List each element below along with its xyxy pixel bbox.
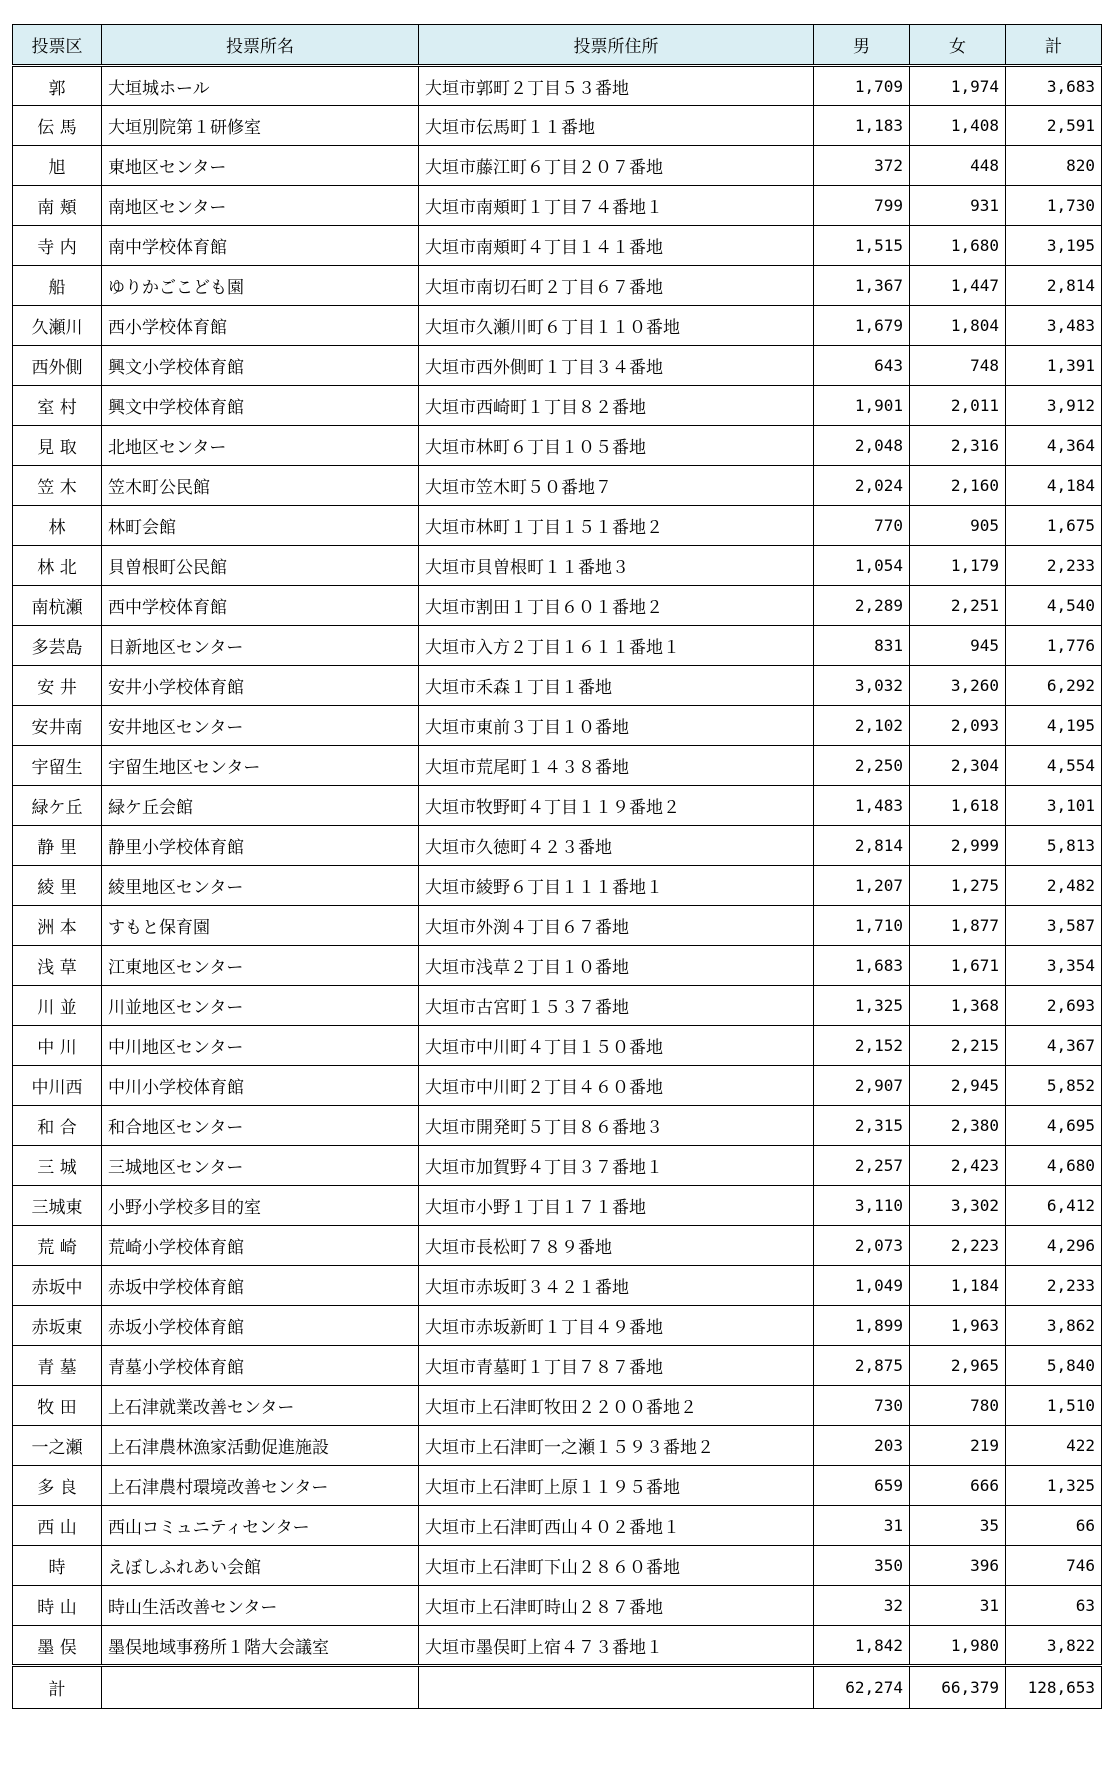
cell-district: 西 山 bbox=[13, 1506, 102, 1546]
cell-total: 3,101 bbox=[1006, 786, 1102, 826]
cell-district: 多 良 bbox=[13, 1466, 102, 1506]
cell-district: 見 取 bbox=[13, 426, 102, 466]
cell-station-name: 緑ケ丘会館 bbox=[102, 786, 419, 826]
cell-station-address: 大垣市長松町７８９番地 bbox=[419, 1226, 814, 1266]
table-row bbox=[13, 506, 1102, 546]
table-row bbox=[13, 946, 1102, 986]
cell-male: 1,679 bbox=[814, 306, 910, 346]
cell-station-name: すもと保育園 bbox=[102, 906, 419, 946]
table-row bbox=[13, 1186, 1102, 1226]
table-row bbox=[13, 906, 1102, 946]
cell-female: 931 bbox=[910, 186, 1006, 226]
cell-station-address: 大垣市林町６丁目１０５番地 bbox=[419, 426, 814, 466]
cell-district: 伝 馬 bbox=[13, 106, 102, 146]
cell-district: 西外側 bbox=[13, 346, 102, 386]
cell-total: 1,776 bbox=[1006, 626, 1102, 666]
table-row bbox=[13, 746, 1102, 786]
cell-male: 1,899 bbox=[814, 1306, 910, 1346]
cell-male: 1,207 bbox=[814, 866, 910, 906]
cell-total: 422 bbox=[1006, 1426, 1102, 1466]
totals-label: 計 bbox=[13, 1666, 102, 1709]
cell-station-address: 大垣市南頬町４丁目１４１番地 bbox=[419, 226, 814, 266]
cell-male: 1,054 bbox=[814, 546, 910, 586]
table-row bbox=[13, 306, 1102, 346]
cell-female: 2,380 bbox=[910, 1106, 1006, 1146]
cell-total: 4,540 bbox=[1006, 586, 1102, 626]
cell-station-name: 興文中学校体育館 bbox=[102, 386, 419, 426]
cell-male: 2,048 bbox=[814, 426, 910, 466]
cell-station-name: 三城地区センター bbox=[102, 1146, 419, 1186]
cell-station-address: 大垣市中川町４丁目１５０番地 bbox=[419, 1026, 814, 1066]
table-row bbox=[13, 466, 1102, 506]
cell-male: 1,901 bbox=[814, 386, 910, 426]
cell-female: 1,368 bbox=[910, 986, 1006, 1026]
cell-total: 2,591 bbox=[1006, 106, 1102, 146]
table-body bbox=[13, 66, 1102, 1666]
table-row bbox=[13, 1346, 1102, 1386]
cell-district: 赤坂中 bbox=[13, 1266, 102, 1306]
cell-station-name: 西中学校体育館 bbox=[102, 586, 419, 626]
cell-total: 3,354 bbox=[1006, 946, 1102, 986]
cell-station-name: 上石津農村環境改善センター bbox=[102, 1466, 419, 1506]
cell-total: 3,195 bbox=[1006, 226, 1102, 266]
cell-station-name: 荒崎小学校体育館 bbox=[102, 1226, 419, 1266]
cell-female: 1,184 bbox=[910, 1266, 1006, 1306]
cell-station-address: 大垣市荒尾町１４３８番地 bbox=[419, 746, 814, 786]
cell-station-address: 大垣市加賀野４丁目３７番地１ bbox=[419, 1146, 814, 1186]
table-row bbox=[13, 186, 1102, 226]
table-row bbox=[13, 706, 1102, 746]
cell-district: 一之瀬 bbox=[13, 1426, 102, 1466]
cell-male: 1,710 bbox=[814, 906, 910, 946]
cell-district: 林 北 bbox=[13, 546, 102, 586]
cell-station-address: 大垣市上石津町牧田２２００番地２ bbox=[419, 1386, 814, 1426]
cell-station-name: 貝曽根町公民館 bbox=[102, 546, 419, 586]
cell-district: 安井南 bbox=[13, 706, 102, 746]
cell-male: 2,024 bbox=[814, 466, 910, 506]
cell-total: 6,412 bbox=[1006, 1186, 1102, 1226]
cell-station-name: えぼしふれあい会館 bbox=[102, 1546, 419, 1586]
cell-station-name: 興文小学校体育館 bbox=[102, 346, 419, 386]
cell-station-address: 大垣市割田１丁目６０１番地２ bbox=[419, 586, 814, 626]
cell-station-address: 大垣市南切石町２丁目６７番地 bbox=[419, 266, 814, 306]
cell-district: 林 bbox=[13, 506, 102, 546]
cell-station-name: 川並地区センター bbox=[102, 986, 419, 1026]
cell-total: 5,813 bbox=[1006, 826, 1102, 866]
cell-total: 6,292 bbox=[1006, 666, 1102, 706]
cell-female: 905 bbox=[910, 506, 1006, 546]
cell-total: 5,852 bbox=[1006, 1066, 1102, 1106]
cell-station-name: 日新地区センター bbox=[102, 626, 419, 666]
cell-female: 1,447 bbox=[910, 266, 1006, 306]
table-row bbox=[13, 1226, 1102, 1266]
cell-male: 2,907 bbox=[814, 1066, 910, 1106]
cell-female: 1,680 bbox=[910, 226, 1006, 266]
cell-male: 643 bbox=[814, 346, 910, 386]
cell-female: 1,408 bbox=[910, 106, 1006, 146]
header-station-name: 投票所名 bbox=[102, 25, 419, 66]
cell-station-address: 大垣市中川町２丁目４６０番地 bbox=[419, 1066, 814, 1106]
cell-district: 宇留生 bbox=[13, 746, 102, 786]
cell-station-address: 大垣市伝馬町１１番地 bbox=[419, 106, 814, 146]
table-row bbox=[13, 66, 1102, 106]
cell-station-name: 赤坂小学校体育館 bbox=[102, 1306, 419, 1346]
table-row bbox=[13, 1266, 1102, 1306]
cell-female: 2,011 bbox=[910, 386, 1006, 426]
cell-total: 4,184 bbox=[1006, 466, 1102, 506]
cell-total: 2,233 bbox=[1006, 1266, 1102, 1306]
cell-male: 1,483 bbox=[814, 786, 910, 826]
cell-station-name: 西山コミュニティセンター bbox=[102, 1506, 419, 1546]
cell-district: 南杭瀬 bbox=[13, 586, 102, 626]
cell-male: 2,875 bbox=[814, 1346, 910, 1386]
cell-station-name: 南中学校体育館 bbox=[102, 226, 419, 266]
cell-total: 3,683 bbox=[1006, 66, 1102, 106]
table-row bbox=[13, 426, 1102, 466]
cell-station-name: 西小学校体育館 bbox=[102, 306, 419, 346]
cell-female: 1,618 bbox=[910, 786, 1006, 826]
cell-station-address: 大垣市禾森１丁目１番地 bbox=[419, 666, 814, 706]
cell-station-name: 赤坂中学校体育館 bbox=[102, 1266, 419, 1306]
table-row bbox=[13, 226, 1102, 266]
cell-station-address: 大垣市南頬町１丁目７４番地１ bbox=[419, 186, 814, 226]
cell-male: 2,289 bbox=[814, 586, 910, 626]
cell-district: 綾 里 bbox=[13, 866, 102, 906]
cell-female: 3,302 bbox=[910, 1186, 1006, 1226]
cell-district: 緑ケ丘 bbox=[13, 786, 102, 826]
table-row bbox=[13, 826, 1102, 866]
cell-station-name: 林町会館 bbox=[102, 506, 419, 546]
cell-district: 多芸島 bbox=[13, 626, 102, 666]
cell-female: 1,980 bbox=[910, 1626, 1006, 1666]
cell-district: 青 墓 bbox=[13, 1346, 102, 1386]
cell-female: 666 bbox=[910, 1466, 1006, 1506]
cell-station-address: 大垣市貝曽根町１１番地３ bbox=[419, 546, 814, 586]
table-row bbox=[13, 386, 1102, 426]
cell-district: 三城東 bbox=[13, 1186, 102, 1226]
cell-district: 三 城 bbox=[13, 1146, 102, 1186]
header-female: 女 bbox=[910, 25, 1006, 66]
cell-female: 2,945 bbox=[910, 1066, 1006, 1106]
cell-male: 1,515 bbox=[814, 226, 910, 266]
totals-row bbox=[13, 1666, 1102, 1709]
cell-station-name: 北地区センター bbox=[102, 426, 419, 466]
cell-station-name: 中川小学校体育館 bbox=[102, 1066, 419, 1106]
cell-male: 799 bbox=[814, 186, 910, 226]
cell-total: 3,587 bbox=[1006, 906, 1102, 946]
cell-male: 2,257 bbox=[814, 1146, 910, 1186]
cell-total: 1,325 bbox=[1006, 1466, 1102, 1506]
cell-station-name: 大垣別院第１研修室 bbox=[102, 106, 419, 146]
cell-male: 770 bbox=[814, 506, 910, 546]
cell-station-name: 笠木町公民館 bbox=[102, 466, 419, 506]
cell-female: 780 bbox=[910, 1386, 1006, 1426]
cell-male: 203 bbox=[814, 1426, 910, 1466]
cell-station-name: ゆりかごこども園 bbox=[102, 266, 419, 306]
cell-district: 室 村 bbox=[13, 386, 102, 426]
cell-total: 4,367 bbox=[1006, 1026, 1102, 1066]
table-row bbox=[13, 1586, 1102, 1626]
cell-female: 2,965 bbox=[910, 1346, 1006, 1386]
cell-male: 1,325 bbox=[814, 986, 910, 1026]
cell-station-address: 大垣市開発町５丁目８６番地３ bbox=[419, 1106, 814, 1146]
cell-station-address: 大垣市久徳町４２３番地 bbox=[419, 826, 814, 866]
table-row bbox=[13, 1626, 1102, 1666]
cell-total: 4,364 bbox=[1006, 426, 1102, 466]
polling-stations-table-wrapper bbox=[12, 24, 1102, 1709]
cell-station-name: 宇留生地区センター bbox=[102, 746, 419, 786]
cell-female: 1,671 bbox=[910, 946, 1006, 986]
cell-total: 66 bbox=[1006, 1506, 1102, 1546]
cell-district: 和 合 bbox=[13, 1106, 102, 1146]
cell-total: 1,391 bbox=[1006, 346, 1102, 386]
totals-address-empty bbox=[419, 1666, 814, 1709]
cell-station-address: 大垣市上石津町時山２８７番地 bbox=[419, 1586, 814, 1626]
cell-station-name: 静里小学校体育館 bbox=[102, 826, 419, 866]
cell-station-address: 大垣市墨俣町上宿４７３番地１ bbox=[419, 1626, 814, 1666]
cell-female: 1,275 bbox=[910, 866, 1006, 906]
table-row bbox=[13, 986, 1102, 1026]
cell-male: 1,709 bbox=[814, 66, 910, 106]
table-row bbox=[13, 106, 1102, 146]
cell-total: 1,675 bbox=[1006, 506, 1102, 546]
cell-station-name: 南地区センター bbox=[102, 186, 419, 226]
table-row bbox=[13, 146, 1102, 186]
table-header-row bbox=[13, 25, 1102, 66]
cell-station-address: 大垣市上石津町上原１１９５番地 bbox=[419, 1466, 814, 1506]
table-row bbox=[13, 626, 1102, 666]
table-row bbox=[13, 546, 1102, 586]
cell-district: 中 川 bbox=[13, 1026, 102, 1066]
cell-district: 旭 bbox=[13, 146, 102, 186]
cell-total: 3,822 bbox=[1006, 1626, 1102, 1666]
totals-female: 66,379 bbox=[910, 1666, 1006, 1709]
cell-female: 2,223 bbox=[910, 1226, 1006, 1266]
cell-district: 静 里 bbox=[13, 826, 102, 866]
totals-male: 62,274 bbox=[814, 1666, 910, 1709]
cell-male: 1,367 bbox=[814, 266, 910, 306]
cell-female: 2,215 bbox=[910, 1026, 1006, 1066]
table-row bbox=[13, 1306, 1102, 1346]
cell-district: 浅 草 bbox=[13, 946, 102, 986]
cell-male: 1,842 bbox=[814, 1626, 910, 1666]
cell-district: 中川西 bbox=[13, 1066, 102, 1106]
cell-male: 32 bbox=[814, 1586, 910, 1626]
cell-station-address: 大垣市入方２丁目１６１１番地１ bbox=[419, 626, 814, 666]
cell-female: 1,963 bbox=[910, 1306, 1006, 1346]
cell-station-address: 大垣市笠木町５０番地７ bbox=[419, 466, 814, 506]
cell-total: 820 bbox=[1006, 146, 1102, 186]
cell-male: 831 bbox=[814, 626, 910, 666]
cell-male: 3,032 bbox=[814, 666, 910, 706]
cell-total: 2,233 bbox=[1006, 546, 1102, 586]
cell-station-name: 大垣城ホール bbox=[102, 66, 419, 106]
cell-female: 396 bbox=[910, 1546, 1006, 1586]
cell-district: 赤坂東 bbox=[13, 1306, 102, 1346]
cell-total: 4,554 bbox=[1006, 746, 1102, 786]
cell-female: 2,304 bbox=[910, 746, 1006, 786]
cell-station-name: 江東地区センター bbox=[102, 946, 419, 986]
cell-station-name: 綾里地区センター bbox=[102, 866, 419, 906]
cell-district: 時 bbox=[13, 1546, 102, 1586]
cell-total: 4,195 bbox=[1006, 706, 1102, 746]
cell-station-address: 大垣市綾野６丁目１１１番地１ bbox=[419, 866, 814, 906]
cell-male: 372 bbox=[814, 146, 910, 186]
table-row bbox=[13, 586, 1102, 626]
cell-male: 730 bbox=[814, 1386, 910, 1426]
totals-total: 128,653 bbox=[1006, 1666, 1102, 1709]
cell-station-address: 大垣市青墓町１丁目７８７番地 bbox=[419, 1346, 814, 1386]
cell-male: 1,683 bbox=[814, 946, 910, 986]
cell-station-name: 青墓小学校体育館 bbox=[102, 1346, 419, 1386]
cell-female: 2,999 bbox=[910, 826, 1006, 866]
table-row bbox=[13, 866, 1102, 906]
cell-female: 35 bbox=[910, 1506, 1006, 1546]
cell-district: 牧 田 bbox=[13, 1386, 102, 1426]
table-row bbox=[13, 1106, 1102, 1146]
cell-female: 2,423 bbox=[910, 1146, 1006, 1186]
totals-name-empty bbox=[102, 1666, 419, 1709]
cell-station-address: 大垣市久瀬川町６丁目１１０番地 bbox=[419, 306, 814, 346]
cell-district: 荒 崎 bbox=[13, 1226, 102, 1266]
cell-station-name: 時山生活改善センター bbox=[102, 1586, 419, 1626]
cell-female: 31 bbox=[910, 1586, 1006, 1626]
cell-male: 2,315 bbox=[814, 1106, 910, 1146]
cell-station-address: 大垣市牧野町４丁目１１９番地２ bbox=[419, 786, 814, 826]
cell-male: 659 bbox=[814, 1466, 910, 1506]
cell-station-address: 大垣市赤坂新町１丁目４９番地 bbox=[419, 1306, 814, 1346]
cell-district: 洲 本 bbox=[13, 906, 102, 946]
cell-district: 郭 bbox=[13, 66, 102, 106]
table-row bbox=[13, 786, 1102, 826]
cell-female: 1,179 bbox=[910, 546, 1006, 586]
cell-total: 4,680 bbox=[1006, 1146, 1102, 1186]
cell-station-name: 安井地区センター bbox=[102, 706, 419, 746]
cell-station-name: 中川地区センター bbox=[102, 1026, 419, 1066]
table-row bbox=[13, 1426, 1102, 1466]
cell-station-address: 大垣市西崎町１丁目８２番地 bbox=[419, 386, 814, 426]
cell-total: 3,483 bbox=[1006, 306, 1102, 346]
cell-district: 寺 内 bbox=[13, 226, 102, 266]
cell-total: 1,730 bbox=[1006, 186, 1102, 226]
cell-total: 1,510 bbox=[1006, 1386, 1102, 1426]
cell-male: 2,102 bbox=[814, 706, 910, 746]
cell-district: 久瀬川 bbox=[13, 306, 102, 346]
cell-male: 31 bbox=[814, 1506, 910, 1546]
cell-district: 笠 木 bbox=[13, 466, 102, 506]
cell-station-address: 大垣市上石津町西山４０２番地１ bbox=[419, 1506, 814, 1546]
cell-female: 448 bbox=[910, 146, 1006, 186]
cell-female: 1,974 bbox=[910, 66, 1006, 106]
cell-total: 2,693 bbox=[1006, 986, 1102, 1026]
cell-female: 2,160 bbox=[910, 466, 1006, 506]
table-row bbox=[13, 1026, 1102, 1066]
cell-male: 1,183 bbox=[814, 106, 910, 146]
cell-station-address: 大垣市浅草２丁目１０番地 bbox=[419, 946, 814, 986]
cell-female: 1,804 bbox=[910, 306, 1006, 346]
cell-female: 219 bbox=[910, 1426, 1006, 1466]
table-row bbox=[13, 1466, 1102, 1506]
header-station-address: 投票所住所 bbox=[419, 25, 814, 66]
polling-stations-table bbox=[12, 24, 1102, 1709]
cell-station-name: 上石津農林漁家活動促進施設 bbox=[102, 1426, 419, 1466]
cell-district: 船 bbox=[13, 266, 102, 306]
cell-total: 3,912 bbox=[1006, 386, 1102, 426]
cell-station-name: 安井小学校体育館 bbox=[102, 666, 419, 706]
cell-female: 2,316 bbox=[910, 426, 1006, 466]
cell-station-address: 大垣市赤坂町３４２１番地 bbox=[419, 1266, 814, 1306]
cell-station-address: 大垣市林町１丁目１５１番地２ bbox=[419, 506, 814, 546]
cell-male: 2,250 bbox=[814, 746, 910, 786]
cell-male: 2,814 bbox=[814, 826, 910, 866]
header-total: 計 bbox=[1006, 25, 1102, 66]
cell-station-address: 大垣市小野１丁目１７１番地 bbox=[419, 1186, 814, 1226]
cell-station-address: 大垣市藤江町６丁目２０７番地 bbox=[419, 146, 814, 186]
cell-total: 746 bbox=[1006, 1546, 1102, 1586]
cell-district: 墨 俣 bbox=[13, 1626, 102, 1666]
cell-district: 南 頬 bbox=[13, 186, 102, 226]
cell-station-name: 墨俣地域事務所１階大会議室 bbox=[102, 1626, 419, 1666]
table-row bbox=[13, 1386, 1102, 1426]
cell-male: 350 bbox=[814, 1546, 910, 1586]
cell-female: 2,093 bbox=[910, 706, 1006, 746]
cell-total: 4,695 bbox=[1006, 1106, 1102, 1146]
table-row bbox=[13, 1066, 1102, 1106]
table-row bbox=[13, 346, 1102, 386]
cell-district: 安 井 bbox=[13, 666, 102, 706]
cell-station-name: 和合地区センター bbox=[102, 1106, 419, 1146]
cell-station-address: 大垣市外渕４丁目６７番地 bbox=[419, 906, 814, 946]
cell-station-address: 大垣市東前３丁目１０番地 bbox=[419, 706, 814, 746]
header-male: 男 bbox=[814, 25, 910, 66]
cell-female: 945 bbox=[910, 626, 1006, 666]
cell-district: 川 並 bbox=[13, 986, 102, 1026]
cell-station-name: 東地区センター bbox=[102, 146, 419, 186]
cell-station-address: 大垣市上石津町下山２８６０番地 bbox=[419, 1546, 814, 1586]
cell-station-address: 大垣市西外側町１丁目３４番地 bbox=[419, 346, 814, 386]
cell-station-name: 上石津就業改善センター bbox=[102, 1386, 419, 1426]
table-row bbox=[13, 1546, 1102, 1586]
cell-total: 3,862 bbox=[1006, 1306, 1102, 1346]
cell-station-address: 大垣市上石津町一之瀬１５９３番地２ bbox=[419, 1426, 814, 1466]
cell-total: 4,296 bbox=[1006, 1226, 1102, 1266]
cell-station-name: 小野小学校多目的室 bbox=[102, 1186, 419, 1226]
cell-female: 2,251 bbox=[910, 586, 1006, 626]
header-district: 投票区 bbox=[13, 25, 102, 66]
cell-female: 3,260 bbox=[910, 666, 1006, 706]
cell-male: 1,049 bbox=[814, 1266, 910, 1306]
table-row bbox=[13, 1506, 1102, 1546]
cell-total: 2,482 bbox=[1006, 866, 1102, 906]
cell-total: 2,814 bbox=[1006, 266, 1102, 306]
cell-total: 5,840 bbox=[1006, 1346, 1102, 1386]
cell-female: 748 bbox=[910, 346, 1006, 386]
cell-district: 時 山 bbox=[13, 1586, 102, 1626]
cell-station-address: 大垣市郭町２丁目５３番地 bbox=[419, 66, 814, 106]
cell-male: 3,110 bbox=[814, 1186, 910, 1226]
cell-female: 1,877 bbox=[910, 906, 1006, 946]
cell-total: 63 bbox=[1006, 1586, 1102, 1626]
cell-station-address: 大垣市古宮町１５３７番地 bbox=[419, 986, 814, 1026]
table-row bbox=[13, 666, 1102, 706]
table-row bbox=[13, 266, 1102, 306]
cell-male: 2,073 bbox=[814, 1226, 910, 1266]
table-row bbox=[13, 1146, 1102, 1186]
cell-male: 2,152 bbox=[814, 1026, 910, 1066]
